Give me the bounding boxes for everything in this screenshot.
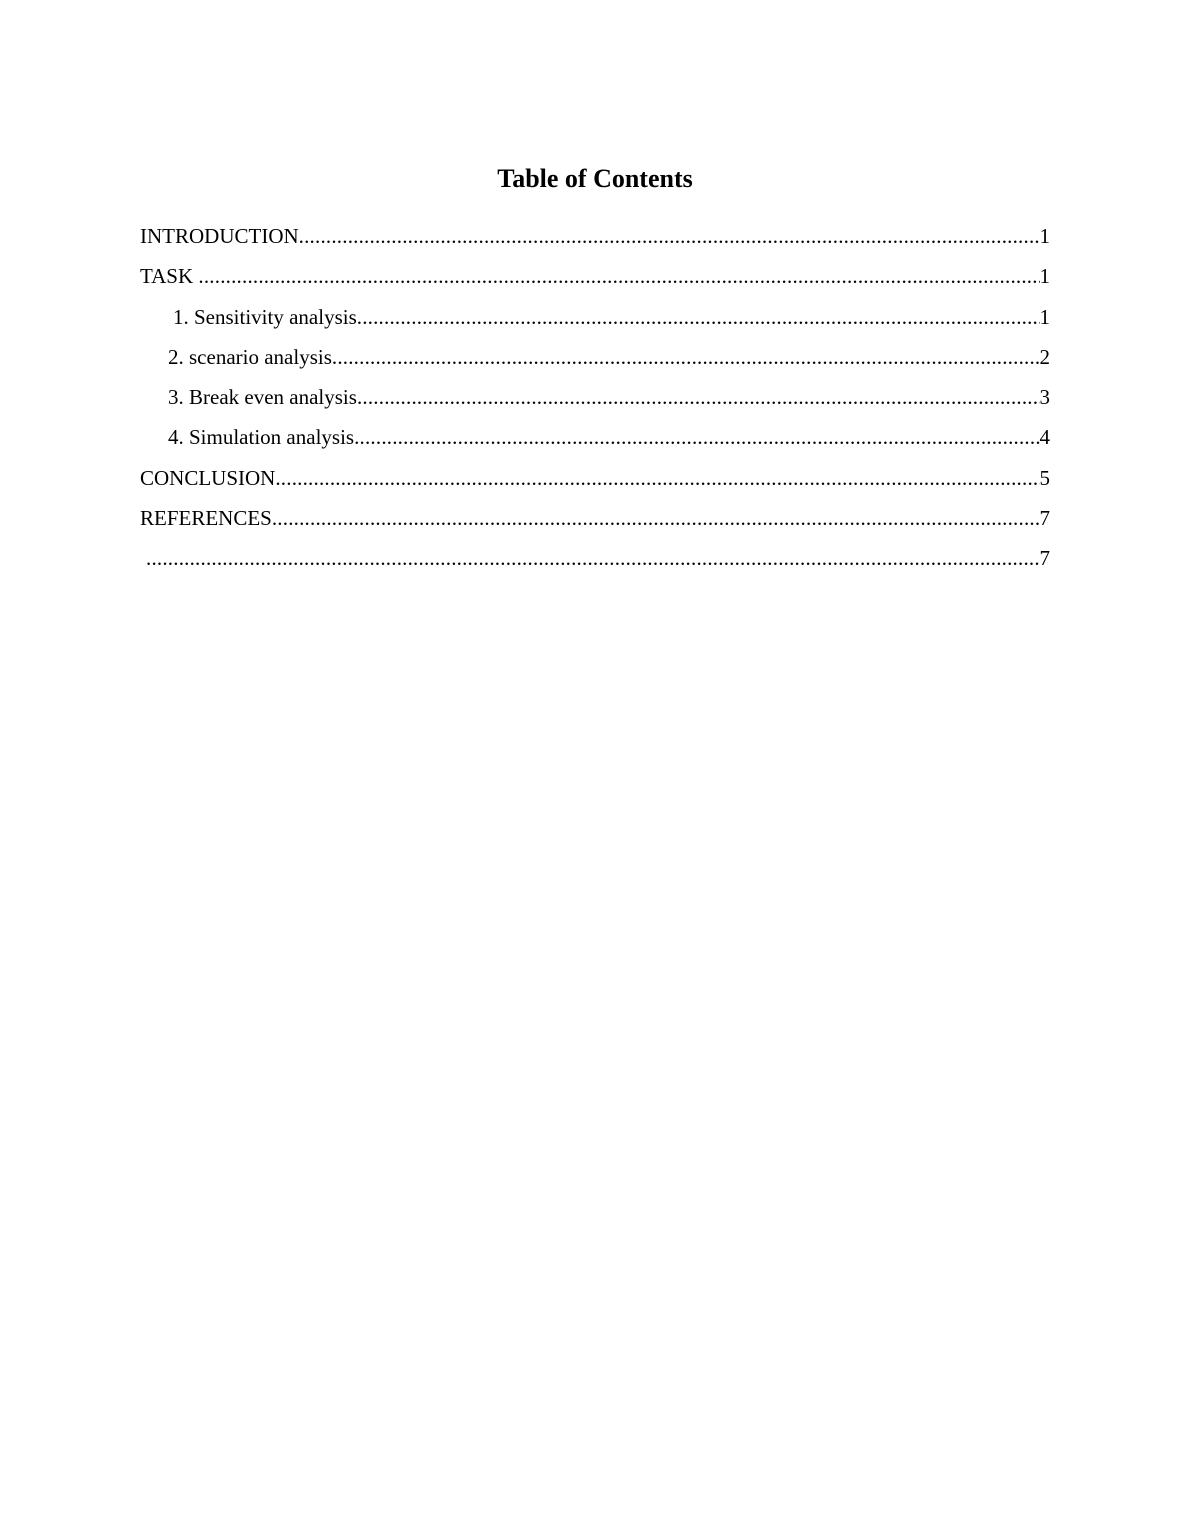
toc-entry-simulation-analysis[interactable]	[140, 421, 1050, 461]
toc-dot-leader	[272, 502, 1040, 534]
toc-entry-break-even-analysis[interactable]	[140, 381, 1050, 421]
toc-entry-label: TASK	[140, 264, 199, 289]
toc-dot-leader	[354, 421, 1039, 453]
toc-entry-introduction[interactable]	[140, 220, 1050, 260]
toc-entry-conclusion[interactable]	[140, 462, 1050, 502]
toc-dot-leader	[275, 462, 1039, 494]
toc-page-number: 2	[1039, 344, 1050, 369]
toc-dot-leader	[357, 301, 1040, 333]
toc-entry-label: 2. scenario analysis	[168, 344, 332, 369]
toc-page-number: 1	[1039, 264, 1050, 289]
toc-entry-label: REFERENCES	[140, 506, 272, 531]
toc-dot-leader	[198, 260, 1039, 292]
toc-page-number: 1	[1039, 224, 1050, 248]
toc-page-number: 4	[1039, 425, 1050, 450]
toc-page-number: 3	[1039, 385, 1050, 410]
toc-dot-leader	[357, 381, 1040, 413]
toc-page-number: 5	[1039, 465, 1050, 490]
toc-entry-task[interactable]	[140, 260, 1050, 300]
toc-dot-leader	[299, 220, 1040, 252]
toc-entry-untitled[interactable]	[140, 542, 1050, 582]
toc-page-number: 7	[1039, 546, 1050, 571]
toc-entry-label: 1. Sensitivity analysis	[173, 304, 357, 329]
toc-title: Table of Contents	[497, 164, 693, 193]
toc-entry-references[interactable]	[140, 502, 1050, 542]
toc-page-number: 1	[1039, 304, 1050, 329]
toc-dot-leader	[146, 542, 1040, 574]
toc-entry-sensitivity-analysis[interactable]	[140, 301, 1050, 341]
toc-dot-leader	[332, 341, 1040, 373]
toc-entry-label: 3. Break even analysis	[168, 385, 357, 410]
toc-entry-scenario-analysis[interactable]	[140, 341, 1050, 381]
toc-page-number: 7	[1039, 506, 1050, 531]
toc-entry-label: 4. Simulation analysis	[168, 425, 355, 450]
toc-entry-label: CONCLUSION	[140, 465, 276, 490]
toc-entry-label: INTRODUCTION	[140, 224, 299, 248]
toc-list	[140, 220, 1050, 583]
